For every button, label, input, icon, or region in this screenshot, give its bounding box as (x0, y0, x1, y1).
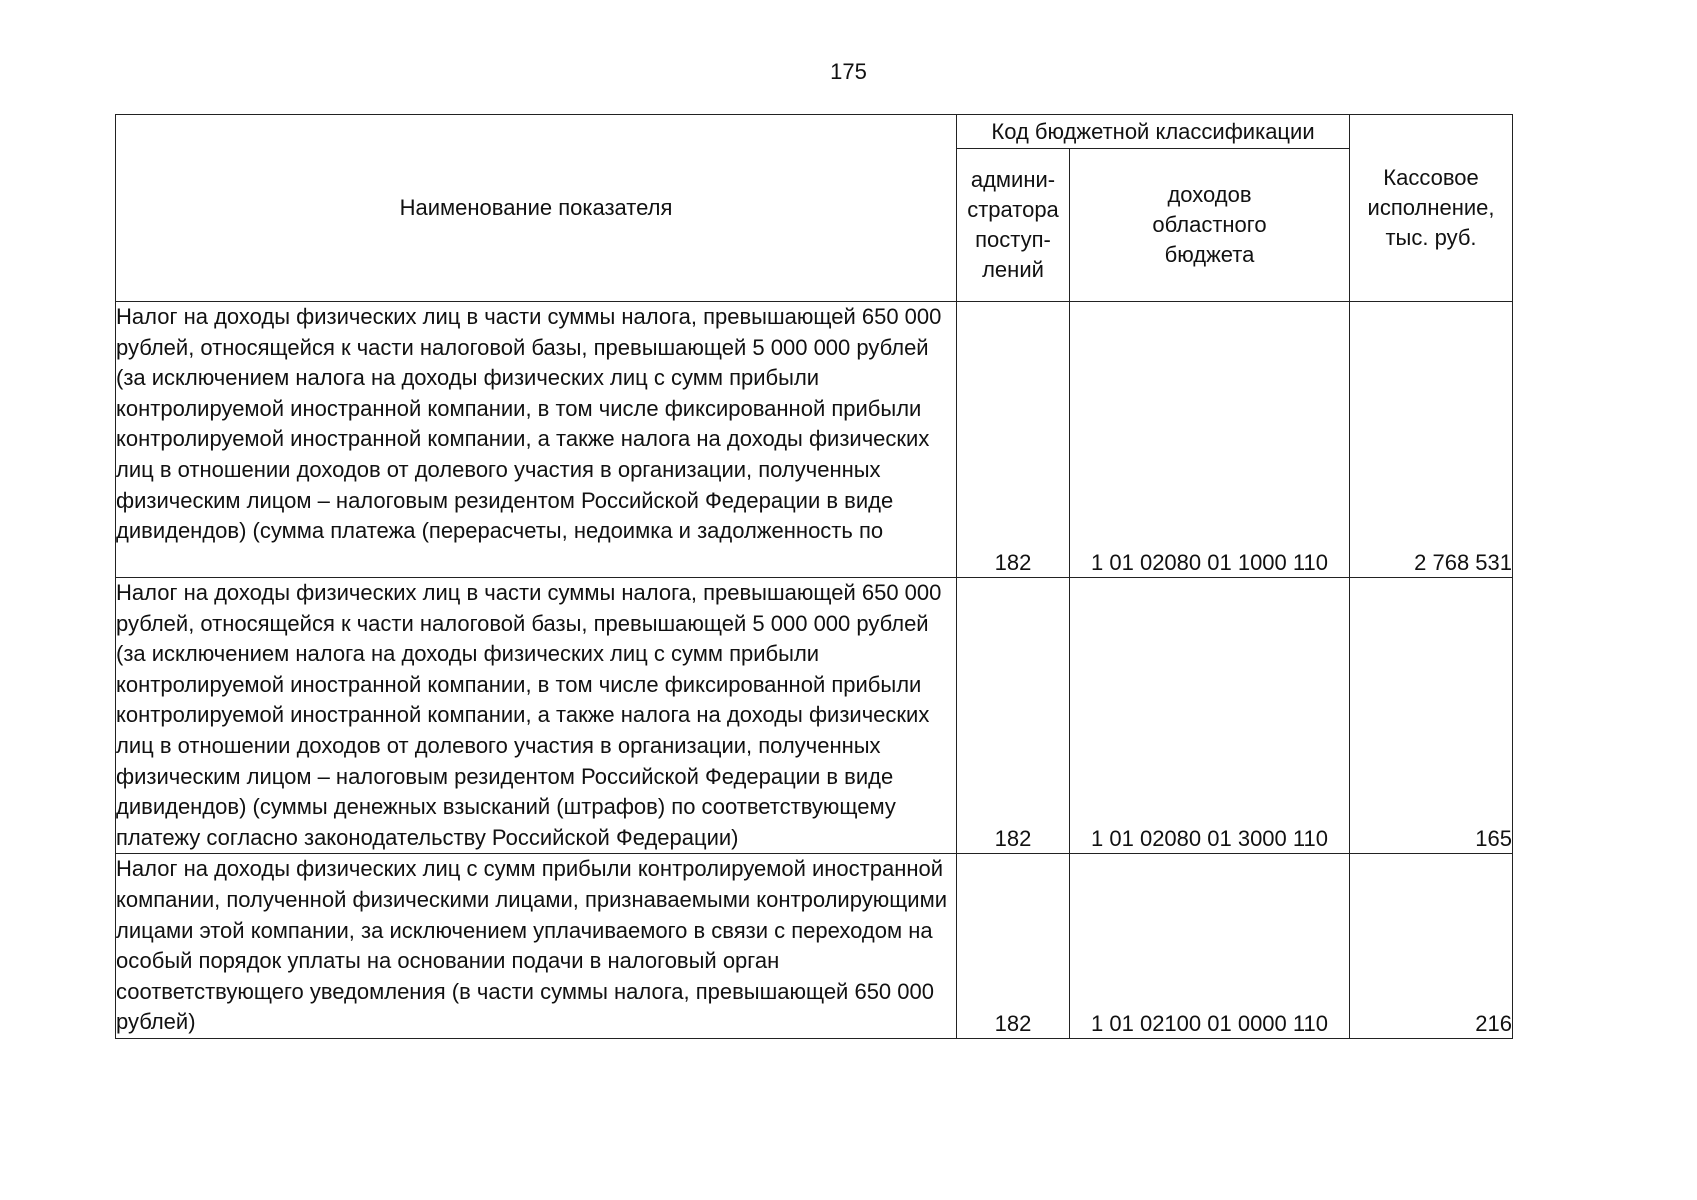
row-administrator-code: 182 (957, 302, 1070, 578)
header-budget-classification-code: Код бюджетной классификации (957, 115, 1350, 149)
row-cash-execution-amount: 2 768 531 (1350, 302, 1513, 578)
row-cash-execution-amount: 216 (1350, 854, 1513, 1039)
table-row (116, 302, 1513, 578)
header-cash-execution (1350, 115, 1513, 302)
header-regional-budget-revenue-label: доходов областного бюджета (1152, 182, 1267, 267)
header-revenue-administrator-label: админи- стратора поступ- лений (967, 167, 1059, 282)
row-classification-code: 1 01 02080 01 3000 110 (1070, 578, 1350, 854)
row-administrator-code: 182 (957, 854, 1070, 1039)
table-row (116, 578, 1513, 854)
header-cash-execution-label: Кассовое исполнение, тыс. руб. (1367, 165, 1495, 250)
budget-income-table (115, 114, 1513, 1039)
row-classification-code: 1 01 02080 01 1000 110 (1070, 302, 1350, 578)
row-indicator-name: Налог на доходы физических лиц в части суммы налога, превышающей 650 000 рублей, относящейся к части налоговой базы, превышающей 5 000 000 рублей (за исключением налога на доходы физических лиц с сумм прибыли контролируемой иностранной компании, в том числе фиксированной прибыли контролируемой иностранной компании, а также налога на доходы физических лиц в отношении доходов от долевого участия в организации, полученных физическим лицом – налоговым резидентом Российской Федерации в виде дивидендов) (суммы денежных взысканий (штрафов) по соответствующему платежу согласно законодательству Российской Федерации) (116, 578, 957, 854)
row-indicator-name: Налог на доходы физических лиц с сумм прибыли контролируемой иностранной компании, полученной физическими лицами, признаваемыми контролирующими лицами этой компании, за исключением уплачиваемого в связи с переходом на особый порядок уплаты на основании подачи в налоговый орган соответствующего уведомления (в части суммы налога, превышающей 650 000 рублей) (116, 854, 957, 1039)
row-cash-execution-amount: 165 (1350, 578, 1513, 854)
header-regional-budget-revenue (1070, 149, 1350, 302)
header-indicator-name: Наименование показателя (116, 115, 957, 302)
header-revenue-administrator (957, 149, 1070, 302)
row-indicator-name (116, 302, 957, 578)
row-administrator-code: 182 (957, 578, 1070, 854)
table-row (116, 854, 1513, 1039)
row-indicator-name-text: Налог на доходы физических лиц в части суммы налога, превышающей 650 000 рублей, относящейся к части налоговой базы, превышающей 5 000 000 рублей (за исключением налога на доходы физических лиц с сумм прибыли контролируемой иностранной компании, в том числе фиксированной прибыли контролируемой иностранной компании, а также налога на доходы физических лиц в отношении доходов от долевого участия в организации, полученных физическим лицом – налоговым резидентом Российской Федерации в виде дивидендов) (сумма платежа (перерасчеты, недоимка и задолженность по (116, 304, 942, 544)
page-number: 175 (830, 59, 867, 84)
row-classification-code: 1 01 02100 01 0000 110 (1070, 854, 1350, 1039)
